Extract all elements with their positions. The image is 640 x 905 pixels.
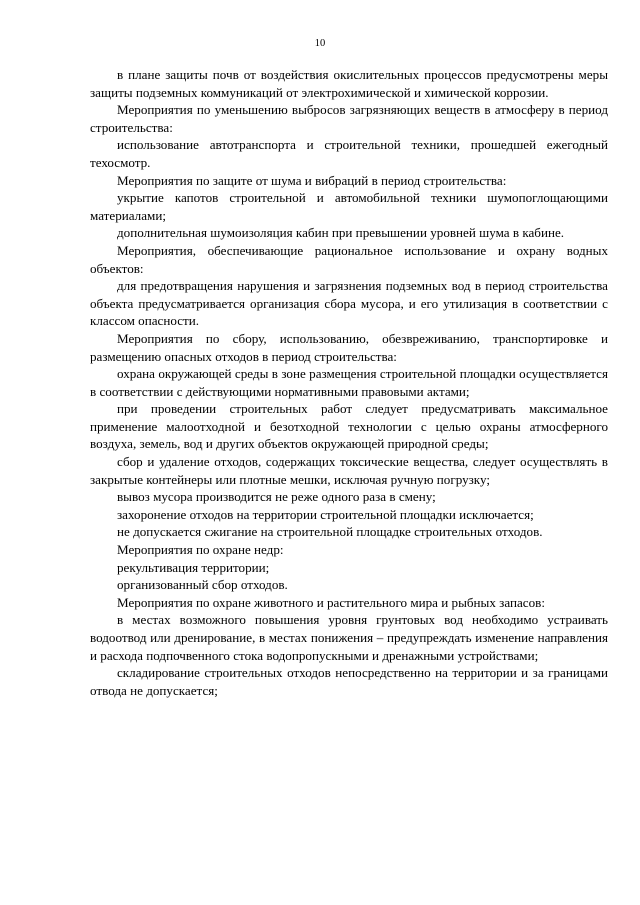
- paragraph: сбор и удаление отходов, содержащих токсические вещества, следует осуществлять в закрытые контейнеры или плотные мешки, исключая ручную погрузку;: [90, 454, 608, 487]
- document-body: [90, 66, 608, 699]
- paragraph: при проведении строительных работ следует предусматривать максимальное применение малоотходной и безотходной технологии с целью охраны атмосферного воздуха, земель, вод и других объектов окружающей природной среды;: [90, 401, 608, 452]
- paragraph: складирование строительных отходов непосредственно на территории и за границами отвода не допускается;: [90, 665, 608, 698]
- paragraph: Мероприятия по уменьшению выбросов загрязняющих веществ в атмосферу в период строительства:: [90, 102, 608, 135]
- page-number: 10: [314, 38, 326, 49]
- paragraph: для предотвращения нарушения и загрязнения подземных вод в период строительства объекта предусматривается организация сбора мусора, и его утилизация в соответствии с классом опасности.: [90, 278, 608, 329]
- paragraph: Мероприятия по охране животного и растительного мира и рыбных запасов:: [117, 594, 545, 610]
- paragraph: Мероприятия по сбору, использованию, обезвреживанию, транспортировке и размещению опасных отходов в период строительства:: [90, 330, 608, 364]
- paragraph: Мероприятия, обеспечивающие рациональное использование и охрану водных объектов:: [90, 242, 608, 276]
- paragraph: в плане защиты почв от воздействия окислительных процессов предусмотрены меры защиты подземных коммуникаций от электрохимической и химической коррозии.: [90, 67, 608, 100]
- paragraph: рекультивация территории;: [117, 559, 270, 575]
- paragraph: Мероприятия по защите от шума и вибраций в период строительства:: [117, 172, 507, 188]
- paragraph: укрытие капотов строительной и автомобильной техники шумопоглощающими материалами;: [90, 190, 608, 223]
- paragraph: не допускается сжигание на строительной площадке строительных отходов.: [117, 524, 543, 540]
- paragraph: захоронение отходов на территории строительной площадки исключается;: [117, 506, 534, 522]
- paragraph: в местах возможного повышения уровня грунтовых вод необходимо устраивать водоотвод или дренирование, в местах понижения – предупреждать изменение направления и расхода подпочвенного стока водопропускными и дренажными устройствами;: [90, 612, 608, 663]
- paragraph: охрана окружающей среды в зоне размещения строительной площадки осуществляется в соответствии с действующими нормативными правовыми актами;: [90, 366, 608, 399]
- paragraph: организованный сбор отходов.: [117, 577, 288, 593]
- paragraph: использование автотранспорта и строительной техники, прошедшей ежегодный техосмотр.: [90, 137, 608, 170]
- paragraph: дополнительная шумоизоляция кабин при превышении уровней шума в кабине.: [117, 225, 565, 241]
- paragraph: Мероприятия по охране недр:: [117, 542, 284, 558]
- paragraph: вывоз мусора производится не реже одного раза в смену;: [117, 489, 436, 505]
